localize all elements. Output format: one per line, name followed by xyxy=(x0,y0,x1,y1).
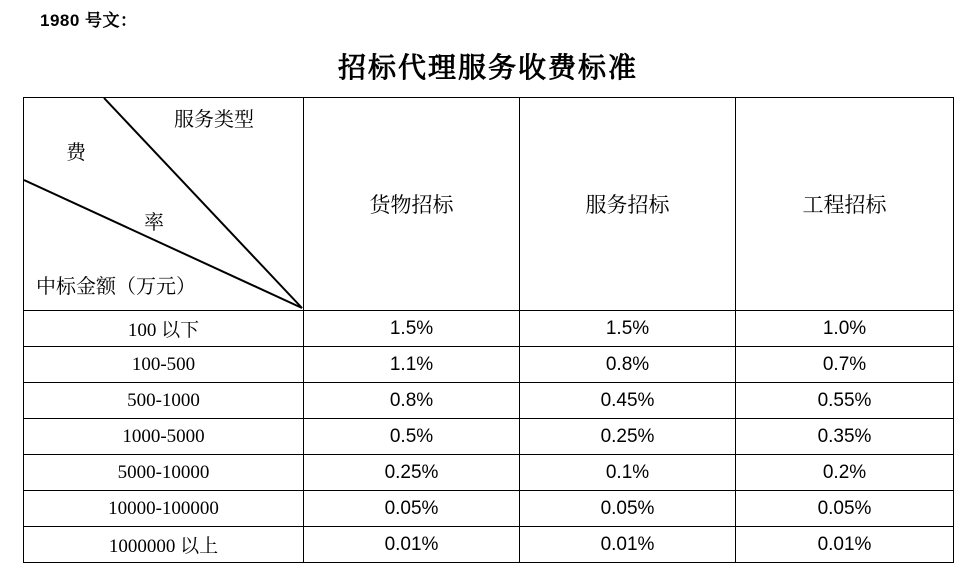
row-works-6: 0.01% xyxy=(736,527,954,563)
row-goods-0: 1.5% xyxy=(304,311,520,347)
column-header-goods: 货物招标 xyxy=(304,98,520,311)
row-range-3: 1000-5000 xyxy=(24,419,304,455)
row-goods-2: 0.8% xyxy=(304,383,520,419)
row-works-2: 0.55% xyxy=(736,383,954,419)
row-goods-6: 0.01% xyxy=(304,527,520,563)
row-goods-1: 1.1% xyxy=(304,347,520,383)
table-header-row xyxy=(24,98,954,311)
row-service-3: 0.25% xyxy=(520,419,736,455)
row-works-3: 0.35% xyxy=(736,419,954,455)
document-reference: 1980 号文： xyxy=(40,11,138,30)
column-header-works: 工程招标 xyxy=(736,98,954,311)
table-row xyxy=(24,383,954,419)
row-works-1: 0.7% xyxy=(736,347,954,383)
row-service-5: 0.05% xyxy=(520,491,736,527)
row-works-0: 1.0% xyxy=(736,311,954,347)
row-range-4: 5000-10000 xyxy=(24,455,304,491)
row-works-5: 0.05% xyxy=(736,491,954,527)
row-works-4: 0.2% xyxy=(736,455,954,491)
corner-service-type-label: 服务类型 xyxy=(174,109,254,131)
row-goods-3: 0.5% xyxy=(304,419,520,455)
fee-standard-table-container xyxy=(23,97,953,563)
table-row xyxy=(24,311,954,347)
table-corner-header xyxy=(24,98,304,311)
row-range-5: 10000-100000 xyxy=(24,491,304,527)
row-service-1: 0.8% xyxy=(520,347,736,383)
row-service-6: 0.01% xyxy=(520,527,736,563)
page-title: 招标代理服务收费标准 xyxy=(337,53,638,84)
fee-standard-table xyxy=(23,97,954,563)
table-row xyxy=(24,527,954,563)
row-range-1: 100-500 xyxy=(24,347,304,383)
row-range-2: 500-1000 xyxy=(24,383,304,419)
row-service-4: 0.1% xyxy=(520,455,736,491)
row-service-0: 1.5% xyxy=(520,311,736,347)
table-row xyxy=(24,491,954,527)
row-goods-4: 0.25% xyxy=(304,455,520,491)
corner-amount-label: 中标金额（万元） xyxy=(36,276,196,298)
row-service-2: 0.45% xyxy=(520,383,736,419)
column-header-service: 服务招标 xyxy=(520,98,736,311)
corner-fee-label: 费 xyxy=(66,142,86,164)
table-row xyxy=(24,455,954,491)
row-range-6: 1000000 以上 xyxy=(24,527,304,563)
table-row xyxy=(24,419,954,455)
row-goods-5: 0.05% xyxy=(304,491,520,527)
corner-rate-label: 率 xyxy=(144,212,164,234)
table-row xyxy=(24,347,954,383)
row-range-0: 100 以下 xyxy=(24,311,304,347)
